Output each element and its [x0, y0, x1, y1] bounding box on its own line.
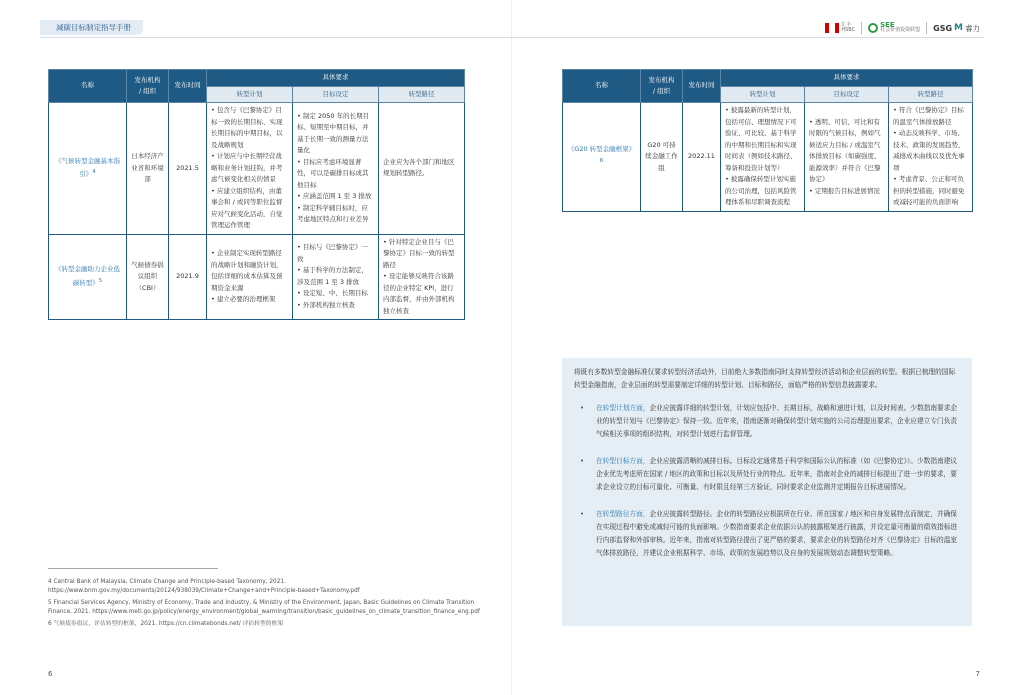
sub-target-header: 目标设定: [805, 86, 889, 103]
summary-intro: 将既有多数转型金融标准仅要求转型经济活动外，目前绝大多数指南同时支持转型经济活动和企业层面的转型。根据已梳理的国际转型金融指南，企业层面的转型需要制定详细的转型计划、目标和路径，面临严格的转型信息披露要求。: [574, 368, 956, 389]
requirements-table-right: [562, 69, 973, 212]
target-cell: • 制定 2050 年的长期目标、短期至中期目标，并基于长期一致的测量方法量化 • 目标应考虑环境显著性，可以是碳排目标或其他目标 • 应涵盖范围 1 至 3 排放 • 制定科学辅目标时，应考虑地区特点和行业差异: [293, 103, 379, 235]
partner-logos: [825, 22, 980, 34]
footnote-rule: [48, 568, 218, 569]
col-org-header: 发布机构 / 组织: [641, 70, 683, 103]
col-req-header: 具体要求: [721, 70, 973, 87]
doc-org: G20 可持续金融工作组: [641, 103, 683, 212]
bullet-icon: •: [580, 457, 584, 465]
summary-list: [574, 402, 960, 560]
requirements-table-left: [48, 69, 465, 320]
page-number-right: 7: [975, 670, 980, 678]
header-rule: [40, 37, 512, 38]
doc-name: 《气候转型金融基本指引》$^4$: [49, 103, 127, 235]
footnote: 5 Financial Services Agency, Ministry of Economy, Trade and Industry, & Ministry of the Environment, Japan, Basic Guidelines on Climate Transition Finance, 2021. https://www.meti.go.jp/policy/energy_environment/global_warming/transition/basic_guidelines_on_climate_transition_finance_eng.pdf: [48, 600, 480, 615]
footnotes: [48, 578, 488, 633]
list-item: • 在转型计划方面，企业应披露详细的转型计划，计划应包括中、长期目标，战略和递进计划，以及时间表。少数指南要求企业的转型计划与《巴黎协定》保持一致。近年来，指南逐渐对确保转型计划实施的公司治理提出要求，企业应建立专门负责气候相关事项的组织结构，对转型计划进行监督管理。: [580, 404, 958, 438]
header-title: 减碳目标制定指导手册: [40, 20, 143, 35]
table-row: [49, 103, 465, 235]
gsg-m-icon: M: [954, 23, 963, 33]
sub-path-header: 转型路径: [889, 86, 973, 103]
footnote: 4 Central Bank of Malaysia, Climate Change and Principle-based Taxonomy, 2021. https://www.bnm.gov.my/documents/20124/938039/Climate+Change+and+Principle-based+Taxonomy.pdf: [48, 579, 360, 594]
doc-date: 2022.11: [683, 103, 721, 212]
page-number-left: 6: [48, 670, 53, 678]
col-org-header: 发布机构 / 组织: [127, 70, 169, 103]
footnote: 6 气候债券倡议，评估转型的框架，2021. https://cn.climatebonds.net/ 评估转型的框架: [48, 621, 284, 627]
bullet-icon: •: [580, 510, 584, 518]
logo-divider: [861, 22, 862, 34]
doc-date: 2021.9: [169, 234, 207, 320]
path-cell: • 针对特定企业目与《巴黎协定》目标一致的转型路径 • 设定能够反映符合该路径的企业特定 KPI，进行内部监督，并由外部机构独立核查: [379, 234, 465, 320]
plan-cell: • 企业制定实现转型路径的战略计划和融资计划，包括详细的成本估算及预期资金来源 • 建立必要的治理框架: [207, 234, 293, 320]
target-cell: • 目标与《巴黎协定》一致 • 基于科学的方法制定，涉及范围 1 至 3 排放 • 设定短、中、长期目标 • 外部机构独立核查: [293, 234, 379, 320]
logo-divider: [926, 22, 927, 34]
plan-cell: • 披露最新的转型计划，包括可信、理想情况下可验证、可比较、基于科学的中期和长期目标和实现时间表（例如技术路径、筹备和投资计划等） • 披露确保转型计划实施的公司治理，包括风险管理体系和尽职调查流程: [721, 103, 805, 212]
col-date-header: 发布时间: [169, 70, 207, 103]
list-item: • 在转型目标方面，企业应披露清晰的减排目标。目标设定通常基于科学和国际公认的标准（如《巴黎协定》）。少数指南建议企业优先考虑所在国家 / 地区的政策和目标以及所处行业的特点。近年来，指南对企业的减排目标提出了进一步的要求，要求企业设立的目标可量化、可衡量、有时限且经第三方验证，同时要求企业监测并定期报告目标进展情况。: [580, 457, 958, 491]
target-cell: • 透明、可信、可比和有时限的气候目标，例如气候适应力目标 / 或温室气体排放目标（如碳强度、能源效率）并符合《巴黎协定》 • 定期报告目标进展情况: [805, 103, 889, 212]
sub-target-header: 目标设定: [293, 86, 379, 103]
col-date-header: 发布时间: [683, 70, 721, 103]
doc-date: 2021.5: [169, 103, 207, 235]
doc-name: 《转型金融助力企业低碳转型》$^5$: [49, 234, 127, 320]
hsbc-logo: 汇丰 HSBC: [825, 23, 855, 33]
path-cell: • 符合《巴黎协定》目标的温室气体排放路径 • 动态反映科学、市场、技术、政策的发展趋势，减排成本曲线以及优先事项 • 考虑背景、公正和可负担的转型措施，同时避免或减轻可能的负面影响: [889, 103, 973, 212]
doc-org: 日本经济产业省和环境部: [127, 103, 169, 235]
path-cell: 企业应为各个部门和地区规划转型路径。: [379, 103, 465, 235]
sub-plan-header: 转型计划: [721, 86, 805, 103]
sub-plan-header: 转型计划: [207, 86, 293, 103]
bullet-icon: •: [580, 404, 584, 412]
gsg-logo: GSG M 睿力: [933, 23, 980, 33]
doc-name: 《G20 转型金融框架》$^6$: [563, 103, 641, 212]
col-name-header: 名称: [49, 70, 127, 103]
hsbc-hexagon-icon: [825, 23, 839, 33]
header-rule: [512, 37, 984, 38]
see-logo: SEE 社会价值投资联盟: [868, 23, 920, 33]
doc-org: 气候债券倡议组织（CBI）: [127, 234, 169, 320]
list-item: • 在转型路径方面，企业应披露转型路径。企业的转型路径应根据所在行业、所在国家 / 地区和自身发展特点而制定，并确保在实现过程中避免或减轻可能的负面影响。少数指南要求企业依据公认的披露框架进行披露，并设定量可衡量的绩效指标进行内部监督和外部审核。近年来，指南对转型路径提出了更严格的要求，要求企业的转型路径对齐《巴黎协定》目标的温室气体排放路径，并建议企业根据科学、市场、政策的发展趋势以及自身的发展规划动态调整转型策略。: [580, 510, 958, 557]
table-row: [563, 103, 973, 212]
see-circle-icon: [868, 23, 878, 33]
col-req-header: 具体要求: [207, 70, 465, 87]
sub-path-header: 转型路径: [379, 86, 465, 103]
table-row: [49, 234, 465, 320]
plan-cell: • 包含与《巴黎协定》目标一致的长期目标、实现长期目标的中期目标，以及战略规划 • 计划应与中长期经营战略和业务计划挂钩，并考虑气候变化相关的情景 • 应建立组织结构，由董事会和 / 或同等职位监督应对气候变化活动，自觉管理运作管理: [207, 103, 293, 235]
right-page: [512, 0, 1024, 695]
col-name-header: 名称: [563, 70, 641, 103]
summary-box: [562, 358, 972, 626]
